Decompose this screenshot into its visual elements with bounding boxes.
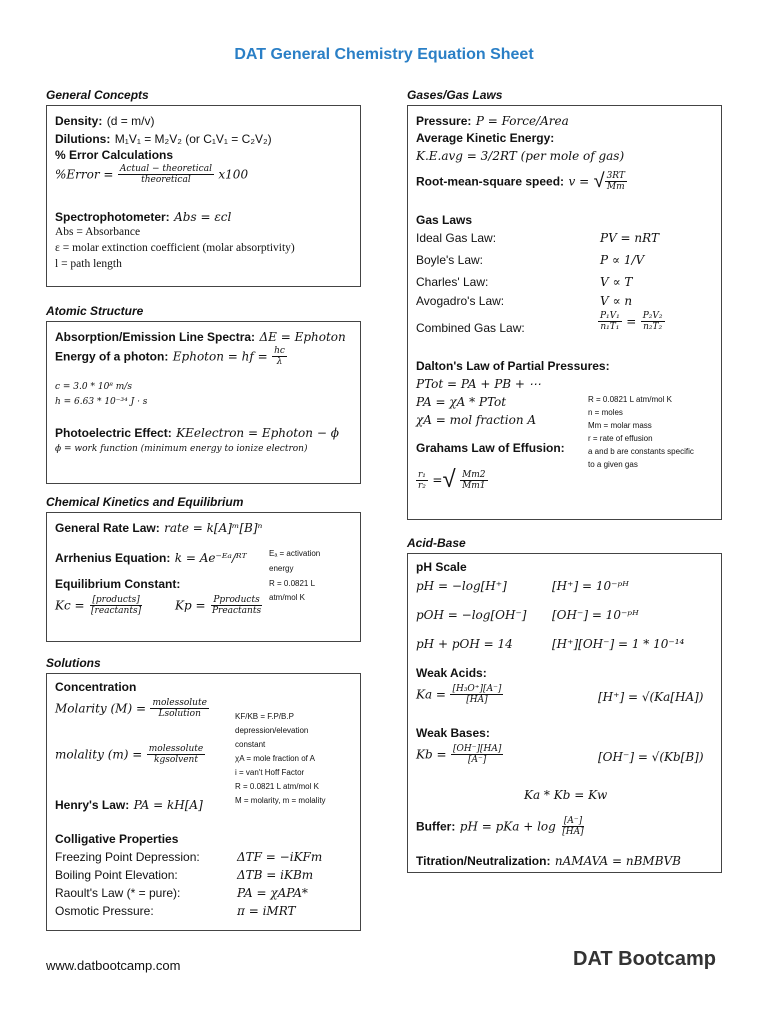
coll-label-3: Raoult's Law (* = pure):: [55, 886, 181, 900]
error-rhs: x100: [218, 167, 249, 182]
kb-label: Kb =: [416, 747, 447, 762]
kp-label: Kp =: [175, 598, 206, 613]
ke-label: Average Kinetic Energy:: [416, 131, 555, 145]
ka-den: [HA]: [466, 695, 488, 705]
molarity-num: molessolute: [152, 698, 207, 708]
law-label-3: Charles' Law:: [416, 275, 489, 289]
buffer-eq: pH = pKa + log: [459, 819, 556, 834]
gases-heading: Gases/Gas Laws: [407, 88, 503, 102]
photon-den: λ: [276, 357, 283, 367]
sol-note-5: i = van't Hoff Factor: [235, 768, 305, 777]
kb-num: [OH⁻][HA]: [452, 744, 502, 754]
general-heading: General Concepts: [46, 88, 149, 102]
kp-num: Pproducts: [213, 595, 260, 605]
abs-eq: ΔE = Ephoton: [259, 330, 346, 344]
law-label-2: Boyle's Law:: [416, 253, 483, 267]
spectro-label: Spectrophotometer:: [55, 210, 170, 224]
combined-den-r: n₂T₂: [643, 322, 663, 332]
general-box: [46, 105, 361, 287]
rms-den: Mm: [606, 182, 625, 192]
ke-eq: K.E.avg = 3/2RT (per mole of gas): [416, 149, 625, 163]
arr-note-1: Eₐ = activation: [269, 549, 321, 558]
sol-note-2: depression/elevation: [235, 726, 309, 735]
kb-right: [OH⁻] = √(Kb[B]): [598, 750, 704, 764]
gas-note-5: a and b are constants specific: [588, 447, 694, 456]
pe-eq: KEelectron = Ephoton − ϕ: [176, 426, 339, 440]
c-constant: c = 3.0 * 10⁸ m/s: [55, 382, 132, 392]
buffer-num: [A⁻]: [563, 816, 583, 826]
sol-note-1: KF/KB = F.P/B.P: [235, 712, 294, 721]
henry-eq: PA = kH[A]: [133, 798, 203, 812]
molality-den: kgsolvent: [154, 755, 198, 765]
molarity-den: Lsolution: [158, 709, 201, 719]
ka-right: [H⁺] = √(Ka[HA]): [598, 690, 704, 704]
weak-bases-label: Weak Bases:: [416, 726, 490, 740]
abs-label: Absorption/Emission Line Spectra:: [55, 330, 256, 344]
spectro-def-1: Abs = Absorbance: [55, 226, 141, 238]
henry-label: Henry's Law:: [55, 798, 130, 812]
molarity-label: Molarity (M) =: [55, 701, 147, 716]
eq-const-label: Equilibrium Constant:: [55, 577, 181, 591]
graham-r-num: Mm2: [462, 469, 486, 480]
phi-def: ϕ = work function (minimum energy to ionize electron): [55, 444, 308, 454]
error-denominator: theoretical: [141, 175, 191, 185]
dilutions-value: M₁V₁ = M₂V₂ (or C₁V₁ = C₂V₂): [114, 132, 272, 146]
coll-eq-4: π = iMRT: [237, 904, 296, 918]
brand-logo: DAT Bootcamp: [573, 948, 716, 970]
photon-eq: Ephoton = hf =: [172, 349, 268, 364]
combined-num-r: P₂V₂: [642, 311, 663, 321]
dalton-eq-2: PA = χA * PTot: [416, 395, 507, 409]
graham-l-num: r₁: [418, 469, 426, 480]
acid-box: [407, 553, 722, 873]
dalton-eq-1: PTot = PA + PB + ⋯: [416, 377, 541, 391]
rate-eq: rate = k[A]ᵐ[B]ⁿ: [164, 521, 263, 535]
coll-eq-3: PA = χAPA*: [237, 886, 308, 900]
error-heading: % Error Calculations: [55, 148, 174, 162]
dalton-heading: Dalton's Law of Partial Pressures:: [416, 359, 610, 373]
ka-kb-kw: Ka * Kb = Kw: [524, 788, 608, 802]
photon-num: hc: [274, 346, 285, 356]
graham-r-den: Mm1: [462, 480, 486, 491]
spectro-eq: Abs = εcl: [174, 210, 232, 224]
solutions-box: [46, 673, 361, 931]
law-label-4: Avogadro's Law:: [416, 294, 505, 308]
photon-label: Energy of a photon:: [55, 349, 169, 364]
ph-row-3-right: [H⁺][OH⁻] = 1 * 10⁻¹⁴: [552, 637, 685, 651]
ph-row-1-left: pH = −log[H⁺]: [416, 579, 507, 593]
conc-heading: Concentration: [55, 680, 137, 694]
molality-num: molessolute: [148, 744, 204, 754]
acid-heading: Acid-Base: [407, 536, 466, 550]
ph-row-2-right: [OH⁻] = 10⁻ᵖᴴ: [552, 608, 639, 622]
buffer-label: Buffer:: [416, 819, 456, 834]
kc-den: [reactants]: [91, 606, 142, 616]
density-value: (d = m/v): [106, 114, 155, 128]
gas-note-2: n = moles: [588, 408, 623, 417]
ka-label: Ka =: [416, 687, 446, 702]
rms-label: Root-mean-square speed:: [416, 174, 565, 189]
arr-eq: k = Ae⁻ᴱᵃ/ᴿᵀ: [174, 551, 247, 565]
sol-note-6: R = 0.0821 L atm/mol K: [235, 782, 319, 791]
ph-row-2-left: pOH = −log[OH⁻]: [416, 608, 527, 622]
kc-label: Kc =: [55, 598, 85, 613]
coll-eq-2: ΔTB = iKBm: [237, 868, 314, 882]
weak-acids-label: Weak Acids:: [416, 666, 487, 680]
kinetics-box: [46, 512, 361, 642]
spectro-def-3: l = path length: [55, 258, 122, 270]
ph-row-3-left: pH + pOH = 14: [416, 637, 513, 651]
coll-label-2: Boiling Point Elevation:: [55, 868, 178, 882]
kb-den: [A⁻]: [468, 755, 487, 765]
combined-den-l: n₁T₁: [600, 322, 620, 332]
titration-eq: nAMAVA = nBMBVB: [554, 854, 681, 868]
gas-note-4: r = rate of effusion: [588, 434, 653, 443]
coll-eq-1: ΔTF = −iKFm: [237, 850, 323, 864]
buffer-den: [HA]: [562, 827, 584, 837]
kp-den: Preactants: [211, 606, 262, 616]
rms-num: 3RT: [606, 171, 625, 181]
ka-num: [H₃O⁺][A⁻]: [452, 684, 502, 694]
gas-note-1: R = 0.0821 L atm/mol K: [588, 395, 672, 404]
arr-note-2: energy: [269, 564, 294, 573]
ph-row-1-right: [H⁺] = 10⁻ᵖᴴ: [552, 579, 629, 593]
atomic-box: [46, 321, 361, 484]
gases-box: Pressure: P = Force/Area Average Kinetic Energy: K.E.avg = 3/2RT (per mole of gas) Root-mean-square speed: v = √ $\frac{3RT}{Mm}$ Gas Laws Ideal Gas Law: PV = nRT Boyle's Law: P ∝ 1/V Charles' Law: V ∝ T Avogadro's Law: V ∝ n Combined Gas Law: $\frac{\text{P₁V₁}}{\text{n₁T₁}}$ = $\frac{\text{P₂V₂}}{\text{n₂T₂}}$ Dalton's Law of Partial Pressures: PTot = PA + PB + ⋯ PA = χA * PTot χA = mol fraction A R = 0.0821 L atm/mol K n = moles Mm = molar mass r = rate of effusion a and b are constants specific to a given gas Grahams Law of Effusion: $\frac{\text{r₁}}{\text{r₂}}$ =√ $\frac{Mm2}{Mm1}$: [407, 105, 722, 520]
sol-note-7: M = molarity, m = molality: [235, 796, 326, 805]
coll-label-1: Freezing Point Depression:: [55, 850, 200, 864]
kinetics-heading: Chemical Kinetics and Equilibrium: [46, 495, 244, 509]
footer-url[interactable]: www.datbootcamp.com: [46, 958, 181, 973]
gas-note-3: Mm = molar mass: [588, 421, 652, 430]
pressure-eq: P = Force/Area: [475, 114, 569, 128]
arr-note-4: atm/mol K: [269, 593, 306, 602]
dalton-eq-3: χA = mol fraction A: [416, 413, 537, 427]
colligative-heading: Colligative Properties: [55, 832, 179, 846]
ph-heading: pH Scale: [416, 560, 467, 574]
h-constant: h = 6.63 * 10⁻³⁴ J · s: [55, 397, 148, 407]
molality-label: molality (m) =: [55, 747, 143, 762]
law-eq-1: PV = nRT: [600, 231, 659, 245]
pe-label: Photoelectric Effect:: [55, 426, 172, 440]
gas-laws-heading: Gas Laws: [416, 213, 473, 227]
error-lhs: %Error =: [55, 167, 114, 182]
combined-label: Combined Gas Law:: [416, 321, 525, 335]
error-numerator: Actual − theoretical: [119, 164, 212, 174]
arr-label: Arrhenius Equation:: [55, 551, 171, 565]
dilutions-label: Dilutions:: [55, 132, 111, 146]
coll-label-4: Osmotic Pressure:: [55, 904, 154, 918]
spectro-def-2: ε = molar extinction coefficient (molar absorptivity): [55, 242, 295, 254]
solutions-heading: Solutions: [46, 656, 101, 670]
rate-label: General Rate Law:: [55, 521, 160, 535]
combined-num-l: P₁V₁: [600, 311, 620, 321]
law-eq-4: V ∝ n: [600, 294, 633, 308]
sol-note-3: constant: [235, 740, 266, 749]
graham-l-den: r₂: [418, 480, 426, 491]
atomic-heading: Atomic Structure: [46, 304, 144, 318]
gas-note-6: to a given gas: [588, 460, 638, 469]
law-eq-2: P ∝ 1/V: [600, 253, 645, 267]
kc-num: [products]: [92, 595, 140, 605]
density-label: Density:: [55, 114, 103, 128]
graham-heading: Grahams Law of Effusion:: [416, 441, 565, 455]
rms-eq: v =: [568, 174, 590, 189]
page-title: DAT General Chemistry Equation Sheet: [234, 46, 534, 63]
law-eq-3: V ∝ T: [600, 275, 633, 289]
arr-note-3: R = 0.0821 L: [269, 579, 316, 588]
titration-label: Titration/Neutralization:: [416, 854, 551, 868]
law-label-1: Ideal Gas Law:: [416, 231, 497, 245]
sol-note-4: χA = mole fraction of A: [235, 754, 316, 763]
pressure-label: Pressure:: [416, 114, 472, 128]
